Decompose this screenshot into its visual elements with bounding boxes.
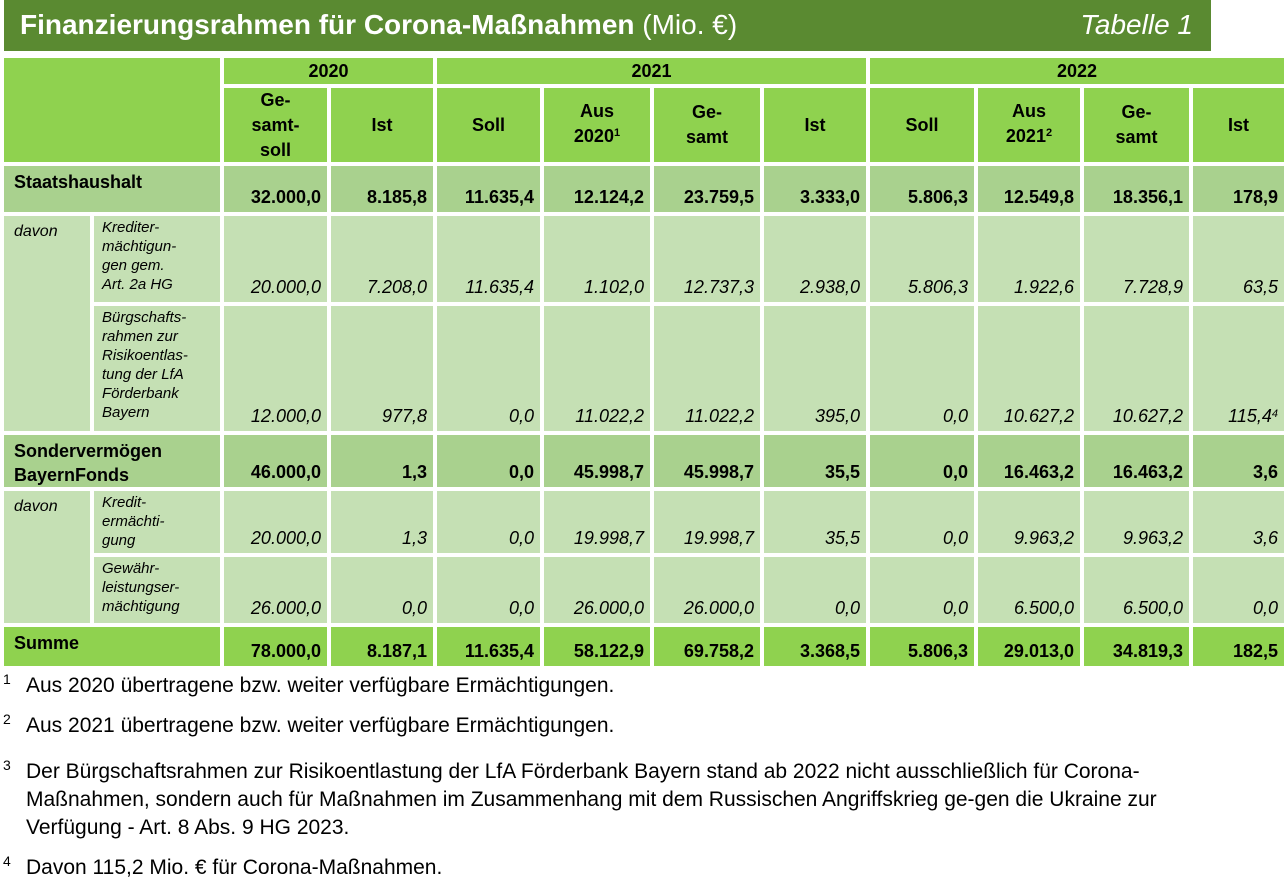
- value-text: 12.737,3: [683, 277, 754, 297]
- value-cell: [437, 166, 540, 212]
- footnote-marker: 4: [1271, 408, 1278, 420]
- value-text: 11.635,4: [464, 187, 534, 207]
- value-text: 12.000,0: [250, 406, 321, 426]
- row-label-kredit: Krediter- mächtigun- gen gem. Art. 2a HG: [94, 216, 220, 302]
- value-text: 45.998,7: [573, 462, 644, 482]
- value-text: 5.806,3: [907, 641, 968, 661]
- value-cell: [978, 627, 1080, 666]
- value-text: 6.500,0: [1013, 598, 1074, 618]
- value-text: 9.963,2: [1122, 528, 1183, 548]
- value-cell: [654, 491, 760, 553]
- column-header-label: Soll: [905, 114, 939, 135]
- column-header-6: [764, 88, 866, 162]
- row-label-kreditermaechtigung: Kredit- ermächti- gung: [94, 491, 220, 553]
- value-text: 63,5: [1242, 277, 1278, 297]
- column-header-label: Aus 2020$^1$: [573, 100, 621, 146]
- value-text: 0,0: [942, 528, 968, 548]
- value-cell: [544, 627, 650, 666]
- value-cell: [654, 435, 760, 487]
- value-cell: [437, 216, 540, 302]
- value-text: 18.356,1: [1112, 187, 1183, 207]
- value-cell: [331, 627, 433, 666]
- financing-table: [4, 58, 1278, 661]
- value-text: 45.998,7: [683, 462, 754, 482]
- table-title: Finanzierungsrahmen für Corona-Maßnahmen (Mio. €): [20, 9, 738, 40]
- value-text: 19.998,7: [683, 528, 754, 548]
- value-cell: [764, 491, 866, 553]
- value-text: 5.806,3: [907, 187, 968, 207]
- column-header-9: [1084, 88, 1189, 162]
- value-cell: [331, 216, 433, 302]
- year-header-2022: 2022: [870, 58, 1284, 84]
- value-text: 178,9: [1232, 187, 1278, 207]
- table-title-bar: [4, 0, 1211, 51]
- header-corner: [4, 58, 220, 162]
- value-cell: [1084, 491, 1189, 553]
- value-text: 0,0: [401, 598, 427, 618]
- value-text: 182,5: [1232, 641, 1278, 661]
- year-header-2020: 2020: [224, 58, 433, 84]
- value-cell: [1193, 216, 1284, 302]
- value-text: 3.333,0: [799, 187, 860, 207]
- value-text: 20.000,0: [250, 277, 321, 297]
- column-header-label: Aus 2021$^2$: [1005, 100, 1053, 146]
- column-header-label: Soll: [471, 114, 505, 135]
- value-text: 19.998,7: [573, 528, 644, 548]
- footnote-3: 3 Der Bürgschaftsrahmen zur Risikoentlastung der LfA Förderbank Bayern stand ab 2022 nicht ausschließlich für Corona-Maßnahmen, sondern auch für Maßnahmen im Zusammenhang mit dem Russischen Angriffskrieg ge-gen die Ukraine zur Verfügung - Art. 8 Abs. 9 HG 2023.: [3, 757, 1157, 839]
- value-cell: [654, 557, 760, 623]
- value-text: 20.000,0: [250, 528, 321, 548]
- year-header-2021: 2021: [437, 58, 866, 84]
- value-cell: [764, 306, 866, 431]
- value-cell: [544, 491, 650, 553]
- value-text: 46.000,0: [250, 462, 321, 482]
- footnote-marker: 1: [613, 126, 621, 139]
- value-cell: [1084, 627, 1189, 666]
- value-text: 16.463,2: [1112, 462, 1183, 482]
- value-text: 78.000,0: [250, 641, 321, 661]
- value-cell: [544, 306, 650, 431]
- value-text: 34.819,3: [1112, 641, 1183, 661]
- value-cell: [544, 435, 650, 487]
- value-cell: [764, 166, 866, 212]
- column-header-label: Ge- samt: [685, 102, 729, 147]
- column-header-label: Ist: [371, 114, 393, 135]
- value-cell: [870, 627, 974, 666]
- value-text: 3,6: [1252, 528, 1278, 548]
- value-text: 23.759,5: [683, 187, 754, 207]
- value-text: 58.122,9: [573, 641, 644, 661]
- value-text: 0,0: [942, 406, 968, 426]
- value-cell: [764, 435, 866, 487]
- column-header-3: [437, 88, 540, 162]
- column-header-label: Ist: [804, 114, 826, 135]
- row-label-summe: Summe: [4, 627, 220, 666]
- value-text: 6.500,0: [1122, 598, 1183, 618]
- value-text: 26.000,0: [250, 598, 321, 618]
- value-text: 2.938,0: [799, 277, 860, 297]
- value-text: 3.368,5: [799, 641, 860, 661]
- value-cell: [331, 557, 433, 623]
- row-label-gewaehr: Gewähr- leistungser- mächtigung: [94, 557, 220, 623]
- value-text: 1.922,6: [1013, 277, 1074, 297]
- value-cell: [870, 557, 974, 623]
- footnote-2: 2 Aus 2021 übertragene bzw. weiter verfügbare Ermächtigungen.: [3, 711, 615, 737]
- value-cell: [331, 491, 433, 553]
- value-cell: [224, 166, 327, 212]
- value-text: 1,3: [401, 528, 427, 548]
- value-text: 26.000,0: [573, 598, 644, 618]
- value-cell: [978, 306, 1080, 431]
- value-cell: [764, 216, 866, 302]
- value-cell: [978, 557, 1080, 623]
- value-text: 9.963,2: [1013, 528, 1074, 548]
- value-text: 1,3: [401, 462, 427, 482]
- row-label-staatshaushalt: Staatshaushalt: [4, 166, 220, 212]
- value-cell: [224, 435, 327, 487]
- value-text: 7.208,0: [366, 277, 427, 297]
- footnote-1: 1 Aus 2020 übertragene bzw. weiter verfügbare Ermächtigungen.: [3, 671, 615, 697]
- value-cell: [1193, 166, 1284, 212]
- footnote-marker: 2: [1045, 126, 1053, 139]
- table-number: Tabelle 1: [1080, 9, 1193, 40]
- value-cell: [978, 166, 1080, 212]
- value-text: 12.549,8: [1003, 187, 1074, 207]
- value-text: 32.000,0: [250, 187, 321, 207]
- value-cell: [437, 627, 540, 666]
- value-cell: [224, 306, 327, 431]
- value-cell: [1084, 435, 1189, 487]
- value-cell: [1084, 166, 1189, 212]
- value-cell: [870, 166, 974, 212]
- value-cell: [331, 306, 433, 431]
- value-cell: [1193, 306, 1284, 431]
- value-text: 35,5: [824, 528, 860, 548]
- value-cell: [1193, 435, 1284, 487]
- value-text: 0,0: [508, 462, 534, 482]
- column-header-label: Ge- samt: [1115, 102, 1158, 147]
- value-cell: [1193, 557, 1284, 623]
- value-text: 11.635,4: [465, 277, 534, 297]
- value-text: 35,5: [824, 462, 860, 482]
- value-cell: [654, 306, 760, 431]
- value-cell: [654, 166, 760, 212]
- value-text: 7.728,9: [1122, 277, 1183, 297]
- value-cell: [544, 557, 650, 623]
- value-cell: [1193, 627, 1284, 666]
- column-header-1: [224, 88, 327, 162]
- column-header-2: [331, 88, 433, 162]
- row-label-buergschaft: Bürgschafts- rahmen zur Risikoentlas- tung der LfA Förderbank Bayern: [94, 306, 220, 431]
- davon-label-1: davon: [4, 216, 90, 431]
- value-text: 0,0: [508, 528, 534, 548]
- value-cell: [437, 557, 540, 623]
- value-text: 0,0: [1252, 598, 1278, 618]
- value-text: 8.187,1: [366, 641, 427, 661]
- value-cell: [224, 491, 327, 553]
- column-header-label: Ist: [1227, 114, 1249, 135]
- value-cell: [764, 557, 866, 623]
- value-text: 0,0: [508, 406, 534, 426]
- column-header-8: [978, 88, 1080, 162]
- column-header-7: [870, 88, 974, 162]
- row-label-sondervermoegen: Sondervermögen BayernFonds: [4, 435, 220, 487]
- value-text: 10.627,2: [1003, 406, 1074, 426]
- value-cell: [544, 166, 650, 212]
- value-cell: [654, 627, 760, 666]
- value-text: 1.102,0: [583, 277, 644, 297]
- value-cell: [978, 491, 1080, 553]
- value-cell: [1193, 491, 1284, 553]
- column-header-4: [544, 88, 650, 162]
- value-text: 5.806,3: [907, 277, 968, 297]
- value-text: 3,6: [1252, 462, 1278, 482]
- value-cell: [978, 435, 1080, 487]
- value-text: 115,4: [1228, 406, 1272, 426]
- value-text: 11.635,4: [464, 641, 534, 661]
- value-text: 69.758,2: [683, 641, 754, 661]
- value-text: 8.185,8: [366, 187, 427, 207]
- value-text: 0,0: [834, 598, 860, 618]
- value-cell: [1084, 557, 1189, 623]
- value-text: 0,0: [942, 462, 968, 482]
- value-text: 10.627,2: [1112, 406, 1183, 426]
- value-cell: [1084, 216, 1189, 302]
- value-cell: [654, 216, 760, 302]
- value-cell: [764, 627, 866, 666]
- value-cell: [224, 557, 327, 623]
- value-cell: [870, 216, 974, 302]
- value-cell: [870, 306, 974, 431]
- footnote-4: 4 Davon 115,2 Mio. € für Corona-Maßnahmen.: [3, 853, 443, 879]
- value-cell: [1084, 306, 1189, 431]
- value-text: 16.463,2: [1003, 462, 1074, 482]
- value-cell: [437, 306, 540, 431]
- value-text: 29.013,0: [1003, 641, 1074, 661]
- value-cell: [437, 491, 540, 553]
- value-text: 26.000,0: [683, 598, 754, 618]
- value-text: 11.022,2: [575, 406, 644, 426]
- value-text: 0,0: [508, 598, 534, 618]
- value-cell: [224, 216, 327, 302]
- value-cell: [331, 166, 433, 212]
- value-cell: [437, 435, 540, 487]
- value-text: 977,8: [381, 406, 427, 426]
- column-header-5: [654, 88, 760, 162]
- value-cell: [978, 216, 1080, 302]
- value-cell: [870, 435, 974, 487]
- column-header-label: Ge- samt- soll: [251, 89, 300, 160]
- value-text: 395,0: [814, 406, 860, 426]
- value-text: 12.124,2: [573, 187, 644, 207]
- table-unit: (Mio. €): [642, 9, 738, 40]
- davon-label-2: davon: [4, 491, 90, 623]
- value-cell: [544, 216, 650, 302]
- value-text: 11.022,2: [685, 406, 754, 426]
- value-cell: [331, 435, 433, 487]
- value-text: 0,0: [942, 598, 968, 618]
- value-cell: [870, 491, 974, 553]
- value-cell: [224, 627, 327, 666]
- column-header-10: [1193, 88, 1284, 162]
